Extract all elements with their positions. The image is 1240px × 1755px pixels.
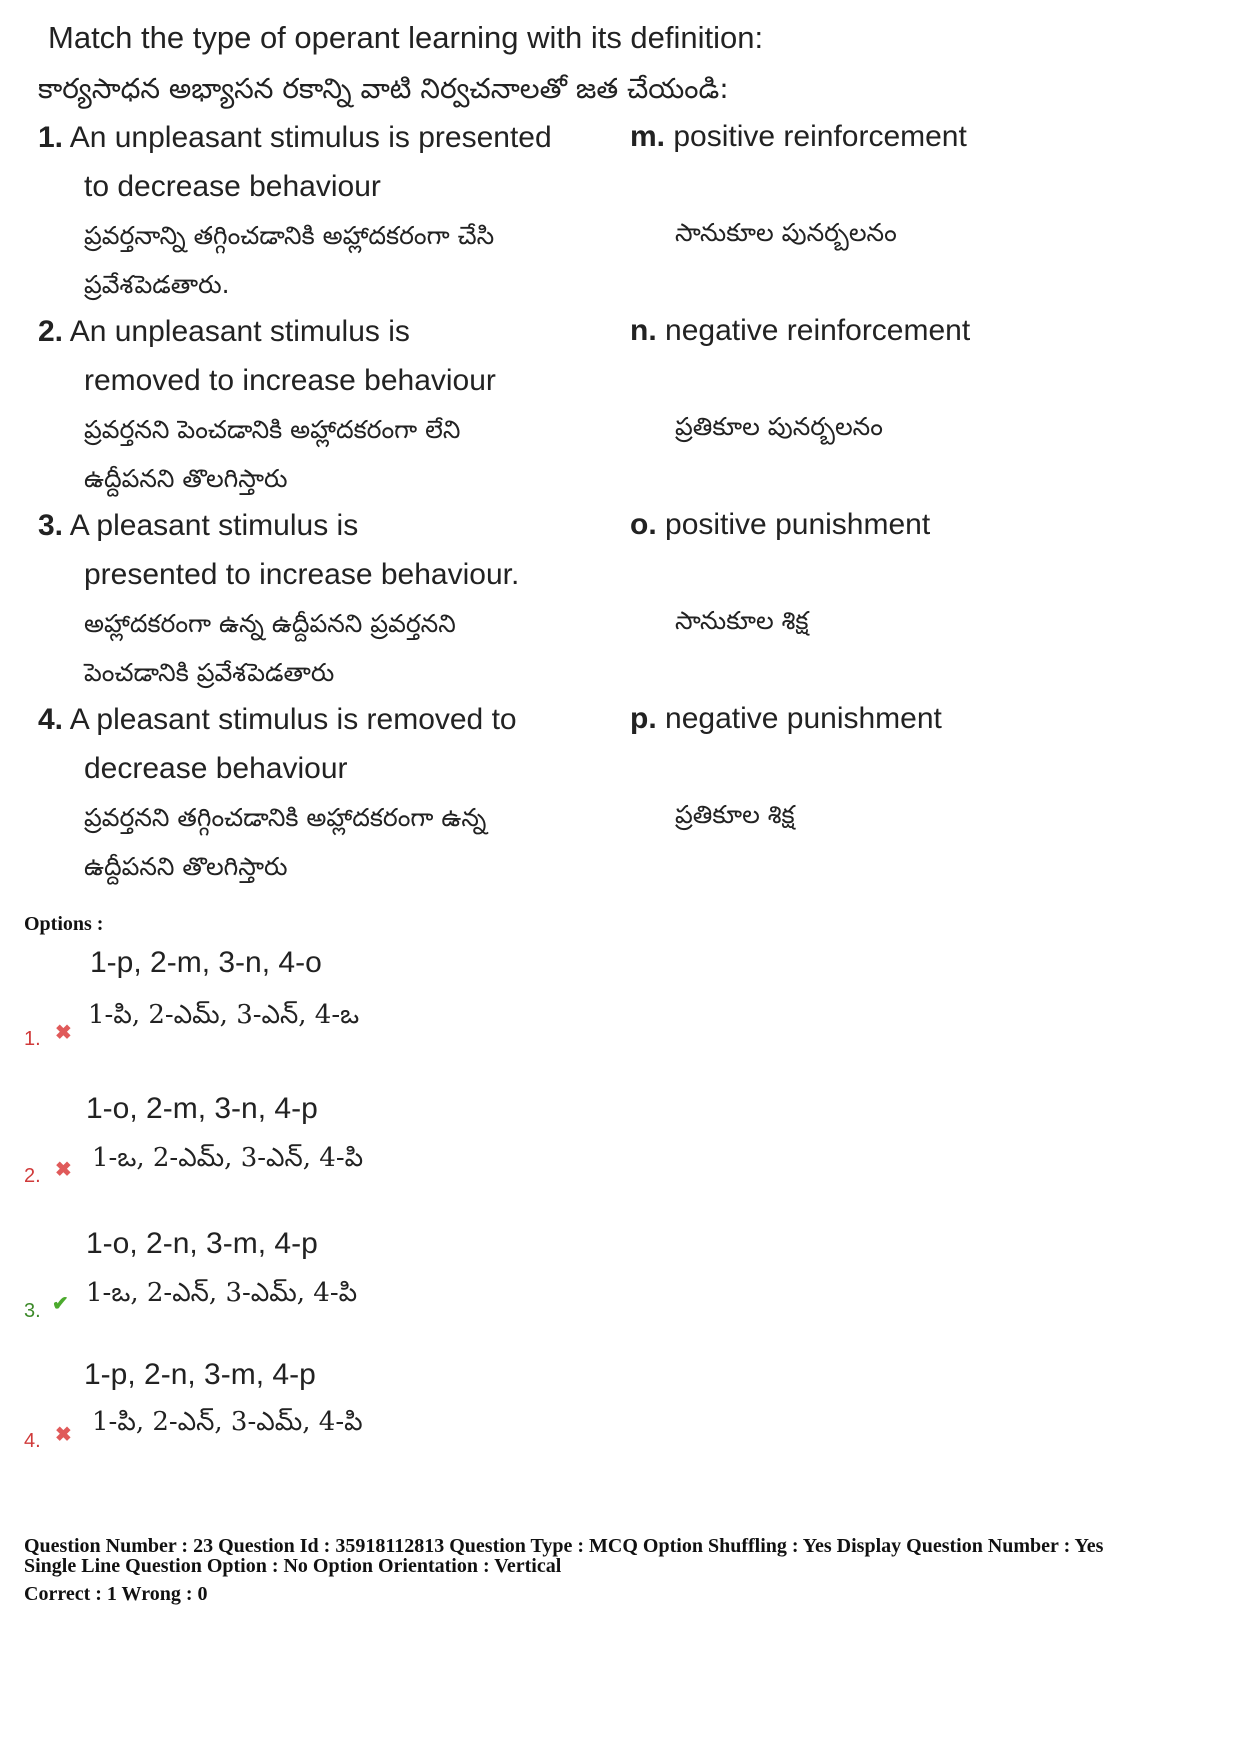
match-option-m-telugu: సానుకూల పునర్బలనం — [675, 218, 897, 247]
option-4-english: 1-p, 2-n, 3-m, 4-p — [84, 1358, 316, 1391]
option-text: negative punishment — [665, 702, 942, 735]
option-letter: p. — [630, 702, 657, 735]
item-text: An unpleasant stimulus is — [69, 315, 410, 348]
option-3-telugu: 1-ఒ, 2-ఎన్, 3-ఎమ్, 4-పి — [86, 1278, 358, 1308]
match-option-m — [630, 120, 967, 154]
option-text: positive punishment — [665, 508, 931, 541]
item-number: 4. — [38, 703, 64, 736]
match-option-p — [630, 702, 942, 736]
option-2-number: 2. — [24, 1165, 41, 1187]
match-option-o-telugu: సానుకూల శిక్ష — [675, 606, 809, 635]
item-text-continued: removed to increase behaviour — [84, 364, 496, 397]
question-title: Match the type of operant learning with its definition: — [48, 20, 764, 55]
match-item-4 — [38, 695, 618, 891]
match-item-3 — [38, 501, 618, 697]
option-text: positive reinforcement — [673, 120, 967, 153]
item-telugu-line2: ఉద్దీపనని తొలగిస్తారు — [84, 852, 288, 881]
option-3-number: 3. — [24, 1300, 41, 1322]
question-meta-line3: Correct : 1 Wrong : 0 — [24, 1583, 208, 1605]
item-text-continued: decrease behaviour — [84, 752, 348, 785]
option-letter: n. — [630, 314, 657, 347]
options-label: Options : — [24, 913, 104, 935]
match-option-p-telugu: ప్రతికూల శిక్ష — [675, 800, 795, 829]
item-telugu-line2: పెంచడానికి ప్రవేశపెడతారు — [84, 658, 335, 687]
option-letter: m. — [630, 120, 666, 153]
item-telugu-line1: ప్రవర్తనని తగ్గించడానికి అహ్లాదకరంగా ఉన్న — [84, 803, 487, 832]
correct-check-icon: ✔ — [52, 1293, 69, 1315]
match-item-2 — [38, 307, 618, 503]
item-telugu-line1: ప్రవర్తనని పెంచడానికి అహ్లాదకరంగా లేని — [84, 415, 461, 444]
match-option-n-telugu: ప్రతికూల పునర్బలనం — [675, 412, 883, 441]
option-3-english: 1-o, 2-n, 3-m, 4-p — [86, 1227, 318, 1260]
option-2-english: 1-o, 2-m, 3-n, 4-p — [86, 1092, 318, 1125]
question-meta-line1: Question Number : 23 Question Id : 35918112813 Question Type : MCQ Option Shuffling : Yes Display Question Number : Yes — [24, 1535, 1104, 1557]
item-number: 1. — [38, 121, 64, 154]
item-telugu-line1: ప్రవర్తనాన్ని తగ్గించడానికి అహ్లాదకరంగా చేసి — [84, 221, 495, 250]
option-4-telugu: 1-పి, 2-ఎన్, 3-ఎమ్, 4-పి — [92, 1407, 363, 1437]
option-1-telugu: 1-పి, 2-ఎమ్, 3-ఎన్, 4-ఒ — [88, 1000, 360, 1030]
item-text: A pleasant stimulus is — [69, 509, 359, 542]
question-meta-line2: Single Line Question Option : No Option Orientation : Vertical — [24, 1555, 562, 1577]
item-text: An unpleasant stimulus is presented — [69, 121, 552, 154]
option-4-number: 4. — [24, 1430, 41, 1452]
question-title-telugu: కార్యసాధన అభ్యాసన రకాన్ని వాటి నిర్వచనాలతో జత చేయండి: — [38, 72, 729, 105]
option-2-telugu: 1-ఒ, 2-ఎమ్, 3-ఎన్, 4-పి — [92, 1143, 364, 1173]
wrong-icon: ✖ — [55, 1159, 72, 1181]
wrong-icon: ✖ — [55, 1424, 72, 1446]
match-item-1 — [38, 113, 618, 309]
option-1-english: 1-p, 2-m, 3-n, 4-o — [90, 946, 322, 979]
item-number: 3. — [38, 509, 64, 542]
item-text-continued: to decrease behaviour — [84, 170, 381, 203]
option-letter: o. — [630, 508, 657, 541]
item-telugu-line2: ప్రవేశపెడతారు. — [84, 270, 230, 299]
match-option-o — [630, 508, 930, 542]
item-number: 2. — [38, 315, 64, 348]
item-telugu-line1: అహ్లాదకరంగా ఉన్న ఉద్దీపనని ప్రవర్తనని — [84, 609, 456, 638]
match-option-n — [630, 314, 970, 348]
option-1-number: 1. — [24, 1028, 41, 1050]
item-text: A pleasant stimulus is removed to — [69, 703, 517, 736]
option-text: negative reinforcement — [665, 314, 971, 347]
item-text-continued: presented to increase behaviour. — [84, 558, 520, 591]
wrong-icon: ✖ — [55, 1022, 72, 1044]
item-telugu-line2: ఉద్దీపనని తొలగిస్తారు — [84, 464, 288, 493]
